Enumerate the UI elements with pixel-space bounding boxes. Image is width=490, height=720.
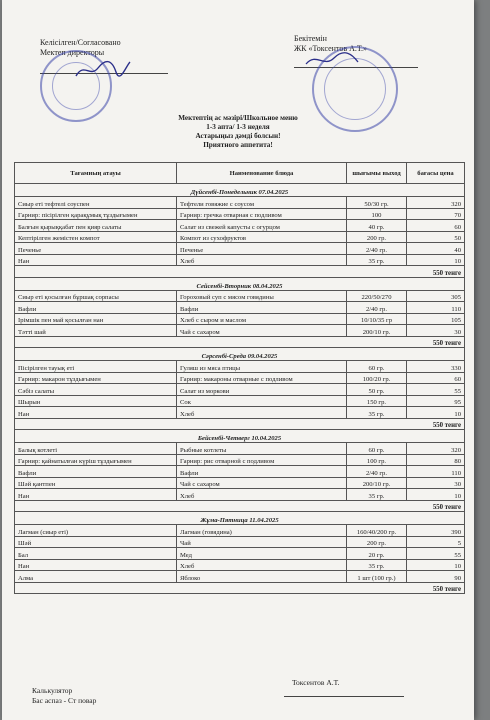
dish-name-ru: Салат из моркови <box>177 384 347 396</box>
dish-yield: 220/50/270 <box>347 290 407 302</box>
dish-yield: 20 гр. <box>347 548 407 560</box>
column-header-ru: Наименование блюда <box>177 163 347 184</box>
dish-yield: 35 гр. <box>347 559 407 571</box>
table-row <box>15 454 465 466</box>
dish-name-kk: Тәтті шай <box>15 325 177 337</box>
approve-label: Бекітемін <box>294 34 327 43</box>
dish-yield: 100 <box>347 208 407 220</box>
table-row <box>15 559 465 571</box>
dish-name-kk: Гарнир: макарон тұздығымен <box>15 372 177 384</box>
day-header-row <box>15 430 465 443</box>
dish-yield: 40 гр. <box>347 220 407 232</box>
director-signature <box>72 56 132 82</box>
entrepreneur-signature <box>302 50 362 70</box>
column-header-kk: Тағамның атауы <box>15 163 177 184</box>
table-row <box>15 407 465 419</box>
table-row <box>15 372 465 384</box>
dish-yield: 50 гр. <box>347 384 407 396</box>
director-label: Мектеп директоры <box>40 48 105 57</box>
day-total: 550 тенге <box>15 266 465 278</box>
table-row <box>15 525 465 537</box>
title-line-1: Мектептің ас мәзірі/Школьное меню <box>178 114 298 122</box>
dish-name-kk: Балғын қырыққабат пен қияр салаты <box>15 220 177 232</box>
day-title: Бейсенбі-Четверг 10.04.2025 <box>15 430 465 443</box>
day-title: Жұма-Пятница 11.04.2025 <box>15 512 465 525</box>
table-row <box>15 536 465 548</box>
day-header-row <box>15 512 465 525</box>
table-row <box>15 243 465 255</box>
dish-price: 320 <box>407 443 465 455</box>
day-total-row <box>15 336 465 348</box>
dish-name-kk: Бал <box>15 548 177 560</box>
dish-price: 10 <box>407 407 465 419</box>
dish-name-ru: Хлеб <box>177 407 347 419</box>
day-header-row <box>15 277 465 290</box>
dish-yield: 200/10 гр. <box>347 325 407 337</box>
dish-name-kk: Сиыр еті тефтелі соуспен <box>15 197 177 209</box>
dish-name-kk: Ірімшік пен май қосылған нан <box>15 313 177 325</box>
title-line-2: 1-3 апта/ 1-3 неделя <box>206 123 270 131</box>
dish-price: 110 <box>407 466 465 478</box>
dish-name-kk: Нан <box>15 407 177 419</box>
menu-table <box>14 162 465 594</box>
day-title: Сейсенбі-Вторник 08.04.2025 <box>15 277 465 290</box>
dish-yield: 200 гр. <box>347 536 407 548</box>
table-row <box>15 443 465 455</box>
dish-price: 10 <box>407 489 465 501</box>
day-total-row <box>15 500 465 512</box>
footer-left <box>32 686 96 706</box>
dish-price: 30 <box>407 477 465 489</box>
day-total-row <box>15 582 465 594</box>
dish-name-ru: Яблоко <box>177 571 347 583</box>
table-row <box>15 395 465 407</box>
dish-name-kk: Вафли <box>15 302 177 314</box>
dish-price: 320 <box>407 197 465 209</box>
dish-yield: 200/10 гр. <box>347 477 407 489</box>
dish-name-ru: Гороховый суп с мясом говядины <box>177 290 347 302</box>
dish-name-ru: Гарнир: гречка отварная с подливом <box>177 208 347 220</box>
dish-name-ru: Вафли <box>177 466 347 478</box>
dish-price: 40 <box>407 243 465 255</box>
agreed-label: Келісілген/Согласовано <box>40 38 121 47</box>
dish-name-ru: Чай <box>177 536 347 548</box>
dish-name-kk: Нан <box>15 559 177 571</box>
dish-name-kk: Сәбіз салаты <box>15 384 177 396</box>
table-row <box>15 477 465 489</box>
dish-name-ru: Компот из сухофруктов <box>177 231 347 243</box>
day-total-row <box>15 418 465 430</box>
table-row <box>15 466 465 478</box>
dish-price: 95 <box>407 395 465 407</box>
footer-signer-name: Токсентов А.Т. <box>292 678 340 687</box>
table-row <box>15 220 465 232</box>
dish-price: 50 <box>407 231 465 243</box>
dish-yield: 35 гр. <box>347 407 407 419</box>
day-total: 550 тенге <box>15 500 465 512</box>
dish-price: 30 <box>407 325 465 337</box>
dish-yield: 60 гр. <box>347 443 407 455</box>
table-row <box>15 489 465 501</box>
day-total: 550 тенге <box>15 582 465 594</box>
dish-yield: 35 гр. <box>347 489 407 501</box>
table-row <box>15 313 465 325</box>
dish-price: 60 <box>407 220 465 232</box>
footer-signature-line <box>284 696 404 697</box>
dish-name-kk: Гарнир: пісірілген қарақұмық тұздығымен <box>15 208 177 220</box>
table-header-row <box>15 163 465 184</box>
dish-name-kk: Балық котлеті <box>15 443 177 455</box>
dish-name-ru: Печенье <box>177 243 347 255</box>
table-row <box>15 571 465 583</box>
dish-price: 305 <box>407 290 465 302</box>
title-line-3: Астарыңыз дәмді болсын! <box>195 132 281 140</box>
dish-yield: 100 гр. <box>347 454 407 466</box>
dish-yield: 150 гр. <box>347 395 407 407</box>
dish-name-kk: Шырын <box>15 395 177 407</box>
dish-price: 5 <box>407 536 465 548</box>
dish-name-kk: Шәй қантпен <box>15 477 177 489</box>
dish-price: 330 <box>407 361 465 373</box>
dish-name-ru: Тефтели говяжие с соусом <box>177 197 347 209</box>
title-line-4: Приятного аппетита! <box>203 141 273 149</box>
day-header-row <box>15 184 465 197</box>
dish-yield: 2/40 гр. <box>347 302 407 314</box>
dish-name-kk: Вафли <box>15 466 177 478</box>
menu-sheet <box>2 0 474 720</box>
dish-yield: 2/40 гр. <box>347 466 407 478</box>
dish-name-ru: Вафли <box>177 302 347 314</box>
table-row <box>15 384 465 396</box>
dish-yield: 50/30 гр. <box>347 197 407 209</box>
dish-yield: 60 гр. <box>347 361 407 373</box>
dish-price: 55 <box>407 548 465 560</box>
day-title: Дүйсенбі-Понедельник 07.04.2025 <box>15 184 465 197</box>
dish-name-ru: Рыбные котлеты <box>177 443 347 455</box>
dish-price: 105 <box>407 313 465 325</box>
dish-name-kk: Кептірілген жемістен компот <box>15 231 177 243</box>
dish-yield: 1 шт (100 гр.) <box>347 571 407 583</box>
dish-name-ru: Чай с сахаром <box>177 477 347 489</box>
dish-name-ru: Хлеб <box>177 559 347 571</box>
entrepreneur-label: ЖК «Токсентов А.Т.» <box>294 44 367 53</box>
column-header-price: бағасы цена <box>407 163 465 184</box>
calculator-label: Калькулятор <box>32 686 73 695</box>
table-row <box>15 548 465 560</box>
dish-name-ru: Хлеб <box>177 489 347 501</box>
table-row <box>15 361 465 373</box>
dish-name-kk: Пісірілген тауық еті <box>15 361 177 373</box>
dish-yield: 160/40/200 гр. <box>347 525 407 537</box>
dish-price: 60 <box>407 372 465 384</box>
dish-name-kk: Гарнир: қайнатылған күріш тұздығымен <box>15 454 177 466</box>
dish-name-ru: Гарнир: макароны отварные с подливом <box>177 372 347 384</box>
dish-name-ru: Сок <box>177 395 347 407</box>
day-total-row <box>15 266 465 278</box>
dish-name-kk: Лагман (сиыр еті) <box>15 525 177 537</box>
day-title: Сәрсенбі-Среда 09.04.2025 <box>15 348 465 361</box>
dish-name-ru: Хлеб с сыром и маслом <box>177 313 347 325</box>
dish-yield: 35 гр. <box>347 254 407 266</box>
dish-price: 80 <box>407 454 465 466</box>
dish-name-ru: Гуляш из мяса птицы <box>177 361 347 373</box>
table-row <box>15 208 465 220</box>
menu-table-body <box>15 184 465 594</box>
dish-name-kk: Нан <box>15 489 177 501</box>
table-row <box>15 325 465 337</box>
dish-yield: 10/10/35 гр <box>347 313 407 325</box>
table-row <box>15 197 465 209</box>
dish-price: 55 <box>407 384 465 396</box>
dish-name-ru: Хлеб <box>177 254 347 266</box>
dish-name-kk: Шәй <box>15 536 177 548</box>
dish-price: 390 <box>407 525 465 537</box>
dish-yield: 100/20 гр. <box>347 372 407 384</box>
dish-name-ru: Лагман (говядина) <box>177 525 347 537</box>
table-row <box>15 302 465 314</box>
dish-price: 10 <box>407 559 465 571</box>
table-row <box>15 231 465 243</box>
dish-price: 90 <box>407 571 465 583</box>
menu-title <box>2 114 474 150</box>
day-total: 550 тенге <box>15 336 465 348</box>
dish-name-kk: Нан <box>15 254 177 266</box>
dish-name-ru: Мед <box>177 548 347 560</box>
column-header-yield: шығымы выход <box>347 163 407 184</box>
dish-name-ru: Гарнир: рис отварной с подливом <box>177 454 347 466</box>
dish-name-kk: Сиыр еті қосылған бұршақ сорпасы <box>15 290 177 302</box>
dish-price: 10 <box>407 254 465 266</box>
dish-price: 110 <box>407 302 465 314</box>
dish-name-ru: Салат из свежей капусты с огурцом <box>177 220 347 232</box>
dish-price: 70 <box>407 208 465 220</box>
dish-name-kk: Печенье <box>15 243 177 255</box>
day-total: 550 тенге <box>15 418 465 430</box>
dish-yield: 200 гр. <box>347 231 407 243</box>
dish-name-ru: Чай с сахаром <box>177 325 347 337</box>
chief-cook-label: Бас аспаз - Ст повар <box>32 696 97 705</box>
dish-yield: 2/40 гр. <box>347 243 407 255</box>
table-row <box>15 290 465 302</box>
dish-name-kk: Алма <box>15 571 177 583</box>
day-header-row <box>15 348 465 361</box>
table-row <box>15 254 465 266</box>
